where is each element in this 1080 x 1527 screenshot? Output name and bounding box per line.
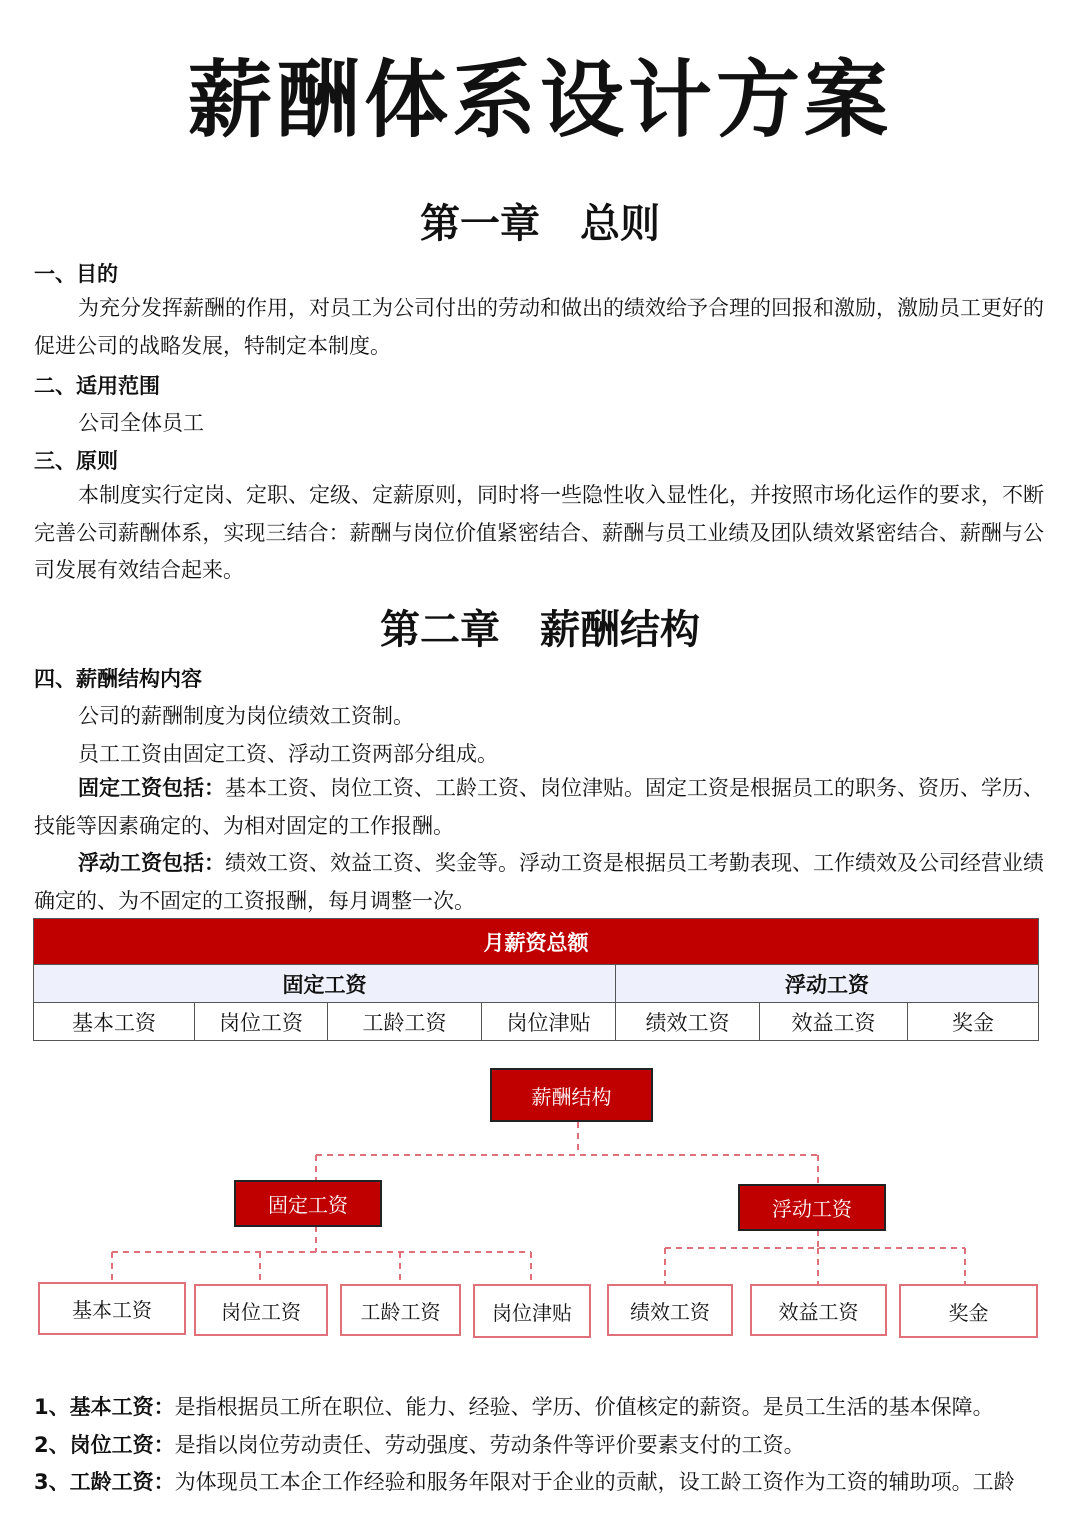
definition-label: 3、工龄工资： <box>34 1470 175 1494</box>
float-pay-text: 绩效工资、效益工资、奖金等。浮动工资是根据员工考勤表现、工作绩效及公司经营业绩确定的、为不固定的工资报酬，每月调整一次。 <box>34 851 1044 913</box>
section-principle-heading: 三、原则 <box>34 449 118 473</box>
float-pay-label: 浮动工资包括： <box>78 851 225 875</box>
section-principle-text: 本制度实行定岗、定职、定级、定薪原则，同时将一些隐性收入显性化，并按照市场化运作的要求，不断完善公司薪酬体系，实现三结合：薪酬与岗位价值紧密结合、薪酬与员工业绩及团队绩效紧密结合、薪酬与公司发展有效结合起来。 <box>34 483 1044 582</box>
definition-text: 为体现员工本企工作经验和服务年限对于企业的贡献，设工龄工资作为工资的辅助项。工龄 <box>174 1470 1015 1494</box>
chapter-2-title: 第二章 薪酬结构 <box>380 607 700 653</box>
table-cell-item: 岗位工资 <box>195 1003 328 1041</box>
table-cell-item: 绩效工资 <box>616 1003 760 1041</box>
table-group-float: 浮动工资 <box>616 965 1039 1003</box>
definition-item <box>34 1429 1044 1459</box>
structure-line-2: 员工工资由固定工资、浮动工资两部分组成。 <box>78 742 498 766</box>
section-scope-text: 公司全体员工 <box>78 411 204 435</box>
definition-label: 2、岗位工资： <box>34 1433 175 1457</box>
chart-leaf-node: 绩效工资 <box>607 1284 733 1336</box>
chart-leaf-node: 岗位工资 <box>194 1284 328 1336</box>
fixed-pay-label: 固定工资包括： <box>78 776 225 800</box>
section-structure-heading: 四、薪酬结构内容 <box>34 667 202 691</box>
chart-leaf-node: 基本工资 <box>38 1282 186 1335</box>
definition-label: 1、基本工资： <box>34 1395 175 1419</box>
table-header-total: 月薪资总额 <box>34 919 1039 965</box>
document-title: 薪酬体系设计方案 <box>187 51 892 149</box>
definition-item <box>34 1391 1044 1421</box>
table-cell-item: 工龄工资 <box>328 1003 482 1041</box>
chapter-1-title: 第一章 总则 <box>420 201 660 247</box>
table-cell-item: 基本工资 <box>34 1003 195 1041</box>
chart-float-node: 浮动工资 <box>738 1184 886 1231</box>
section-purpose-heading: 一、目的 <box>34 262 118 286</box>
definition-text: 是指根据员工所在职位、能力、经验、学历、价值核定的薪资。是员工生活的基本保障。 <box>174 1395 994 1419</box>
chart-leaf-node: 效益工资 <box>750 1284 887 1336</box>
chart-leaf-node: 岗位津贴 <box>473 1284 591 1338</box>
section-purpose-text: 为充分发挥薪酬的作用，对员工为公司付出的劳动和做出的绩效给予合理的回报和激励，激励员工更好的促进公司的战略发展，特制定本制度。 <box>34 296 1044 358</box>
structure-line-1: 公司的薪酬制度为岗位绩效工资制。 <box>78 704 414 728</box>
table-cell-item: 效益工资 <box>760 1003 908 1041</box>
chart-leaf-node: 工龄工资 <box>340 1284 461 1336</box>
table-cell-item: 岗位津贴 <box>482 1003 616 1041</box>
section-scope-heading: 二、适用范围 <box>34 374 160 398</box>
definition-text: 是指以岗位劳动责任、劳动强度、劳动条件等评价要素支付的工资。 <box>174 1433 805 1457</box>
table-cell-item: 奖金 <box>908 1003 1039 1041</box>
chart-fixed-node: 固定工资 <box>234 1180 382 1227</box>
table-group-fixed: 固定工资 <box>34 965 616 1003</box>
definition-item <box>34 1466 1044 1496</box>
chart-leaf-node: 奖金 <box>899 1284 1038 1338</box>
fixed-pay-text: 基本工资、岗位工资、工龄工资、岗位津贴。固定工资是根据员工的职务、资历、学历、技能等因素确定的、为相对固定的工作报酬。 <box>34 776 1044 838</box>
chart-root-node: 薪酬结构 <box>490 1068 653 1122</box>
